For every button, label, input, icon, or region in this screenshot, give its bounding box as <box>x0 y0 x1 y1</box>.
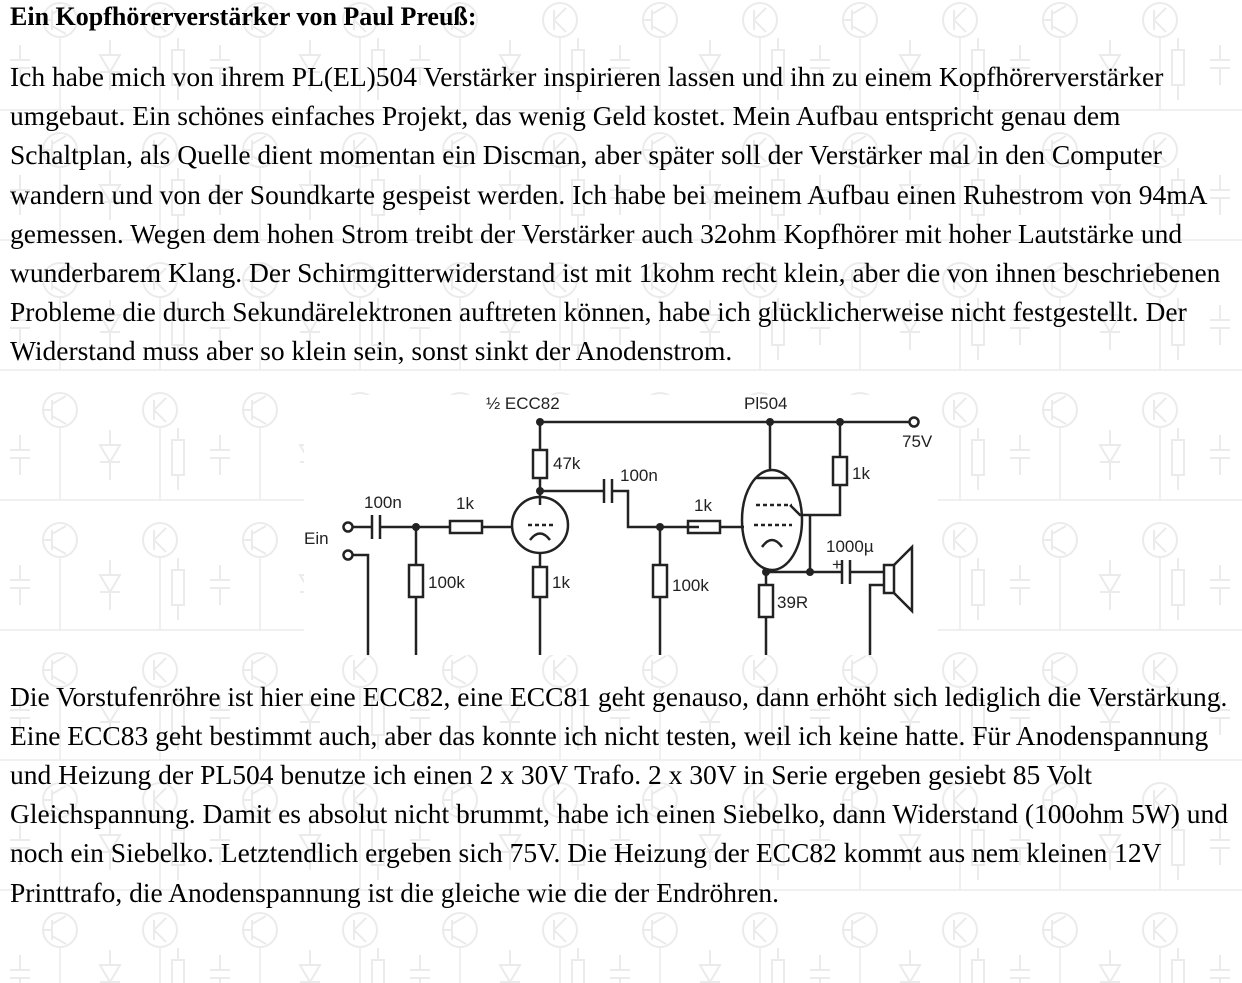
label-input: Ein <box>304 528 329 548</box>
article-title: Ein Kopfhörerverstärker von Paul Preuß: <box>10 2 477 31</box>
label-r-leak-1: 100k <box>428 572 465 592</box>
label-r-cathode-2: 39R <box>777 592 809 612</box>
label-supply: 75V <box>902 431 933 451</box>
paragraph-details: Die Vorstufenröhre ist hier eine ECC82, eine ECC81 geht genauso, dann erhöht sich lediglich die Verstärkung. Eine ECC83 geht bestimmt auch, aber das konnte ich nicht testen, weil ich keine hatte. Für Anodenspannung und Heizung der PL504 benutze ich einen 2 x 30V Trafo. 2 x 30V in Serie ergeben gesiebt 85 Volt Gleichspannung. Damit es absolut nicht brummt, habe ich einen Siebelko, dann Widerstand (100ohm 5W) und noch ein Siebelko. Letztendlich ergeben sich 75V. Die Heizung der ECC82 kommt aus nem kleinen 12V Printtrafo, die Anodenspannung ist die gleiche wie die der Endröhren. <box>10 680 1229 908</box>
label-r-screen: 1k <box>852 463 870 483</box>
label-r-grid-1: 1k <box>456 493 474 513</box>
amplifier-schematic <box>304 395 938 655</box>
label-c-in: 100n <box>364 492 402 512</box>
label-c-out: 1000µ <box>826 536 874 556</box>
label-r-grid-2: 1k <box>694 495 712 515</box>
schematic-figure <box>304 395 938 655</box>
label-r-cathode-1: 1k <box>552 572 570 592</box>
label-r-anode-1: 47k <box>553 453 581 473</box>
label-c-coupling: 100n <box>620 465 658 485</box>
label-tube-2: Pl504 <box>744 394 788 413</box>
label-r-leak-2: 100k <box>672 575 709 595</box>
label-c-out-polarity: + <box>832 554 842 574</box>
label-tube-1: ½ ECC82 <box>486 394 560 413</box>
paragraph-intro: Ich habe mich von ihrem PL(EL)504 Verstärker inspirieren lassen und ihn zu einem Kopfhörerverstärker umgebaut. Ein schönes einfaches Projekt, das wenig Geld kostet. Mein Aufbau entspricht genau dem Schaltplan, als Quelle dient momentan ein Discman, aber später soll der Verstärker mal in den Computer wandern und von der Soundkarte gespeist werden. Ich habe bei meinem Aufbau einen Ruhestrom von 94mA gemessen. Wegen dem hohen Strom treibt der Verstärker auch 32ohm Kopfhörer mit hoher Lautstärke und wunderbarem Klang. Der Schirmgitterwiderstand ist mit 1kohm recht klein, aber die von ihnen beschriebenen Probleme die durch Sekundärelektronen auftreten können, habe ich glücklicherweise nicht festgestellt. Der Widerstand muss aber so klein sein, sonst sinkt der Anodenstrom. <box>10 61 1221 367</box>
